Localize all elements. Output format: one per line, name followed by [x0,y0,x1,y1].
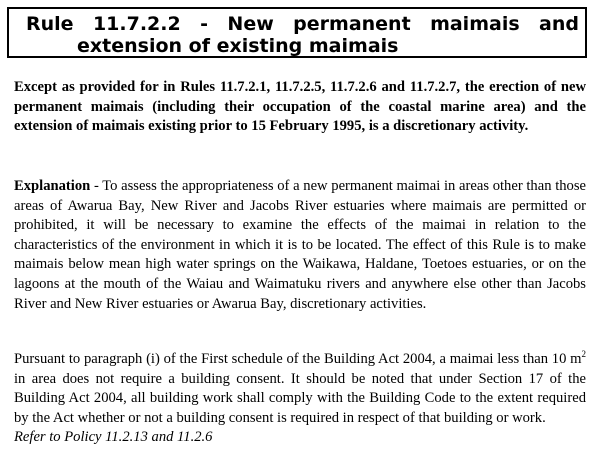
policy-reference: Refer to Policy 11.2.13 and 11.2.6 [14,429,213,446]
explanation-label: Explanation [14,178,91,194]
building-act-note [14,350,586,448]
rule-statement: Except as provided for in Rules 11.7.2.1, 11.7.2.5, 11.7.2.6 and 11.7.2.7, the erection of new permanent maimais (including their occupation of the coastal marine area) and the extension of maimais existing prior to 15 February 1995, is a discretionary activity. [14,79,586,135]
building-note-part-2: in area does not require a building consent. It should be noted that under Section 17 of the Building Act 2004, all building work shall comply with the Building Code to the extent required by the Act whether or not a building consent is required in respect of that building or work. [14,370,586,426]
explanation-text: - To assess the appropriateness of a new permanent maimai in areas other than those areas of Awarua Bay, New River and Jacobs River estuaries where maimais are permitted or prohibited, it will be necessary to examine the effects of the maimai in relation to the characteristics of the environment in which it is to be located. The effect of this Rule is to make maimais below mean high water springs on the Waikawa, Haldane, Toetoes estuaries, or on the lagoons at the mouth of the Waiau and Waimatuku rivers and anywhere else other than Jacobs River and New River estuaries or Awarua Bay, discretionary activities. [14,178,586,312]
rule-heading-line-1: Rule 11.7.2.2 - New permanent maimais and [26,13,579,35]
rule-heading-line-2: extension of existing maimais [77,35,399,57]
rule-heading-box [7,7,587,58]
explanation-paragraph [14,177,586,314]
area-unit-superscript: 2 [581,349,586,360]
building-note-part-1: Pursuant to paragraph (i) of the First schedule of the Building Act 2004, a maimai less than 10 m [14,351,582,367]
